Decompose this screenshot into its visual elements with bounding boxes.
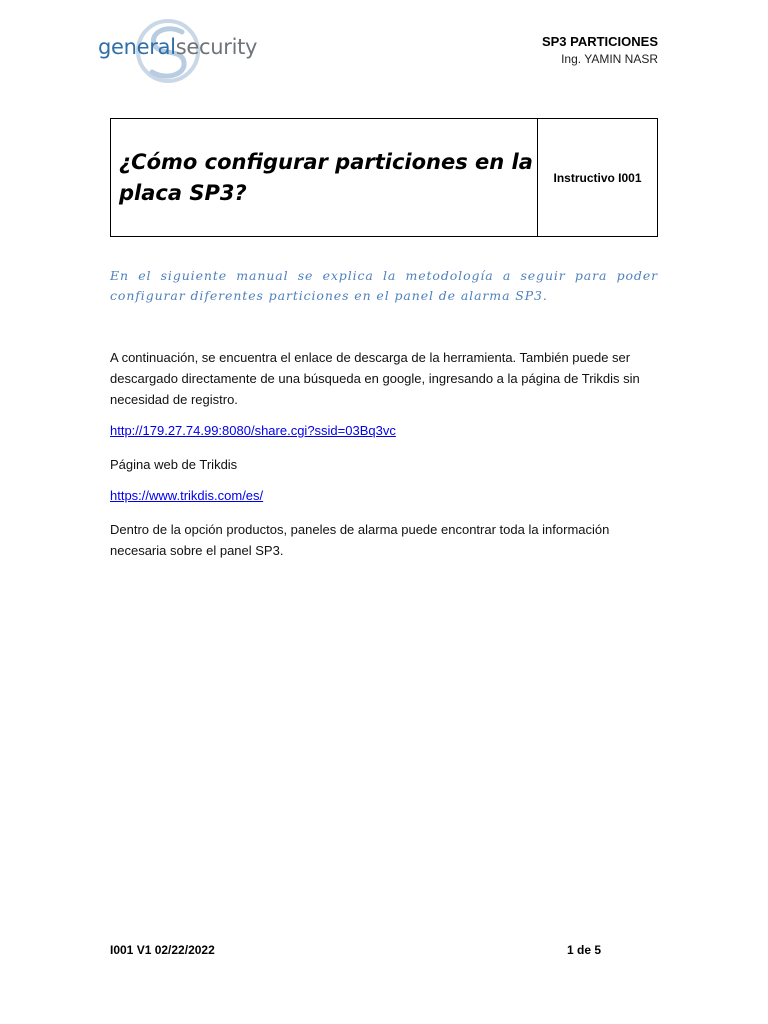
logo-text-security: security: [175, 35, 258, 59]
footer-version: I001 V1 02/22/2022: [110, 943, 215, 957]
company-logo: [98, 18, 258, 84]
logo-wordmark: [98, 35, 257, 59]
title-box: [110, 118, 658, 237]
body-paragraph-1: A continuación, se encuentra el enlace de descarga de la herramienta. También puede ser descargado directamente de una búsqueda en google, ingresando a la página de Trikdis sin necesidad de registro.: [110, 350, 640, 407]
page-title: ¿Cómo configurar particiones en la placa SP3?: [119, 149, 533, 205]
document-name: SP3 PARTICIONES: [541, 34, 658, 49]
logo-text-general: general: [98, 35, 176, 59]
website-label: Página web de Trikdis: [110, 457, 238, 472]
page-number: 1 de 5: [567, 943, 602, 957]
trikdis-website-link[interactable]: https://www.trikdis.com/es/: [110, 488, 264, 503]
intro-text: En el siguiente manual se explica la metodología a seguir para poder configurar diferentes particiones en el panel de alarma SP3.: [110, 268, 658, 303]
title-cell: [111, 119, 538, 236]
author-name: Ing. YAMIN NASR: [561, 52, 658, 66]
download-link[interactable]: http://179.27.74.99:8080/share.cgi?ssid=03Bq3vc: [110, 423, 396, 438]
body-paragraph-2: Dentro de la opción productos, paneles de alarma puede encontrar toda la información necesaria sobre el panel SP3.: [110, 522, 610, 558]
document-code: Instructivo I001: [553, 170, 642, 185]
